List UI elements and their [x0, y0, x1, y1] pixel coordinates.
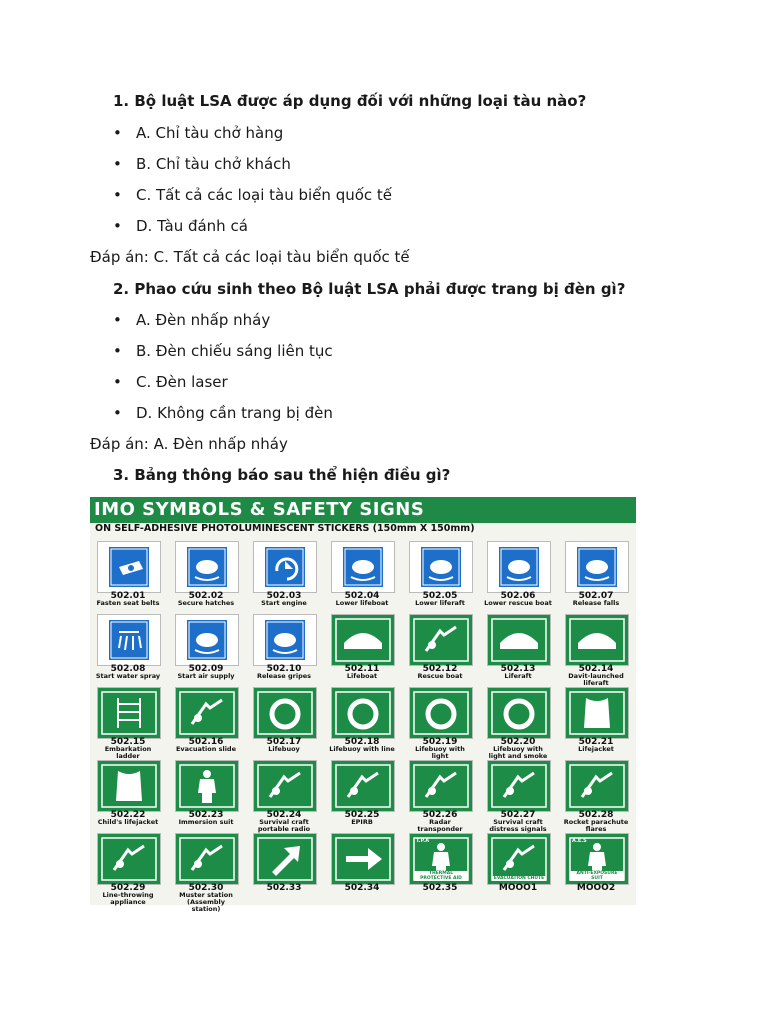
sign-tile	[487, 833, 551, 885]
sign-code: 502.08	[110, 664, 146, 674]
sign-tile	[253, 687, 317, 739]
sign-label: Release falls	[572, 599, 620, 607]
rescue-boat-lower-icon	[488, 542, 550, 592]
line-throwing-icon	[98, 834, 160, 884]
sign-502-35	[406, 833, 474, 899]
sign-502-21	[562, 687, 630, 753]
immersion-suit-icon	[176, 761, 238, 811]
sign-label: Rocket parachute flares	[563, 818, 629, 833]
sign-code: 502.10	[266, 664, 302, 674]
sign-tile	[565, 760, 629, 812]
question-1-title: 1. Bộ luật LSA được áp dụng đối với những loại tàu nào?	[113, 92, 587, 110]
sign-label: Child's lifejacket	[97, 818, 159, 826]
sign-code: 502.04	[344, 591, 380, 601]
sign-tile	[331, 541, 395, 593]
sign-tile	[175, 687, 239, 739]
sign-502-34	[328, 833, 396, 899]
sign-502-05	[406, 541, 474, 607]
sign-tile	[331, 614, 395, 666]
sign-label: Lower lifeboat	[335, 599, 389, 607]
sign-502-10	[250, 614, 318, 680]
lifebuoy-icon	[254, 688, 316, 738]
sign-tile	[175, 760, 239, 812]
sign-tile	[97, 760, 161, 812]
sign-tile	[409, 614, 473, 666]
sign-502-11	[328, 614, 396, 680]
sign-inner-label: THERMAL PROTECTIVE AID	[414, 871, 468, 881]
sign-502-20	[484, 687, 552, 760]
sign-label: Lower rescue boat	[484, 599, 552, 607]
distress-signal-icon	[488, 761, 550, 811]
sign-label: Immersion suit	[178, 818, 234, 826]
sign-label: Survival craft distress signals	[489, 818, 547, 833]
sign-502-08	[94, 614, 162, 680]
ladder-icon	[98, 688, 160, 738]
sign-label: Survival craft portable radio	[257, 818, 311, 833]
sign-tag: A.E.S	[572, 838, 587, 844]
sign-code: 502.01	[110, 591, 146, 601]
sign-code: 502.29	[110, 883, 146, 893]
sign-label: Muster station (Assembly station)	[179, 891, 233, 913]
sign-502-22	[94, 760, 162, 826]
sign-label: Lifeboat	[346, 672, 378, 680]
release-falls-icon	[566, 542, 628, 592]
sign-tile	[331, 687, 395, 739]
engine-icon	[254, 542, 316, 592]
hatch-icon	[176, 542, 238, 592]
sign-code: 502.34	[344, 883, 380, 893]
question-2-answer: Đáp án: A. Đèn nhấp nháy	[90, 435, 288, 453]
sign-code: 502.13	[500, 664, 536, 674]
sign-502-04	[328, 541, 396, 607]
sign-tile	[97, 541, 161, 593]
sign-502-02	[172, 541, 240, 607]
sign-tile	[487, 687, 551, 739]
sign-502-27	[484, 760, 552, 833]
poster-subtitle: ON SELF-ADHESIVE PHOTOLUMINESCENT STICKERS (150mm X 150mm)	[95, 523, 475, 534]
sign-tile	[175, 541, 239, 593]
sign-tile	[409, 833, 473, 885]
imo-safety-signs-poster	[90, 497, 636, 913]
davit-liferaft-icon	[566, 615, 628, 665]
sign-code: 502.18	[344, 737, 380, 747]
sign-label: Start water spray	[95, 672, 161, 680]
sign-tile	[409, 760, 473, 812]
sign-502-07	[562, 541, 630, 607]
epirb-icon	[332, 761, 394, 811]
question-1-answer: Đáp án: C. Tất cả các loại tàu biển quốc tế	[90, 248, 410, 266]
sign-tile	[175, 614, 239, 666]
slide-icon	[176, 688, 238, 738]
sign-label: Fasten seat belts	[96, 599, 160, 607]
lifebuoy-line-icon	[332, 688, 394, 738]
arrow-right-icon	[332, 834, 394, 884]
lifebuoy-light-icon	[410, 688, 472, 738]
sign-code: 502.16	[188, 737, 224, 747]
sign-label: Start air supply	[177, 672, 235, 680]
sign-label: Line-throwing appliance	[102, 891, 154, 906]
sign-label: Evacuation slide	[175, 745, 236, 753]
sign-502-26	[406, 760, 474, 833]
sign-code: 502.11	[344, 664, 380, 674]
sign-inner-label: EVACUATION CHUTE	[493, 876, 545, 881]
sign-tile	[487, 760, 551, 812]
sign-tile	[253, 760, 317, 812]
liferaft-lower-icon	[410, 542, 472, 592]
lifebuoy-smoke-icon	[488, 688, 550, 738]
sign-502-23	[172, 760, 240, 826]
sign-tile	[409, 541, 473, 593]
sign-502-01	[94, 541, 162, 607]
sign-code: 502.35	[422, 883, 458, 893]
sign-mooo1	[484, 833, 552, 899]
sign-label: Lower liferaft	[415, 599, 465, 607]
poster-header	[90, 497, 636, 523]
sign-502-06	[484, 541, 552, 607]
sign-label: Lifebuoy	[268, 745, 300, 753]
arrow-diagonal-icon	[254, 834, 316, 884]
sign-tile	[97, 614, 161, 666]
sign-502-30	[172, 833, 240, 913]
sign-mooo2	[562, 833, 630, 899]
sign-label: Embarkation ladder	[104, 745, 152, 760]
sign-code: 502.24	[266, 810, 302, 820]
sign-code: 502.17	[266, 737, 302, 747]
sign-502-17	[250, 687, 318, 753]
liferaft-icon	[488, 615, 550, 665]
radio-icon	[254, 761, 316, 811]
sign-502-29	[94, 833, 162, 906]
sign-tile	[409, 687, 473, 739]
sign-code: 502.27	[500, 810, 536, 820]
sign-code: 502.25	[344, 810, 380, 820]
sign-tile	[487, 541, 551, 593]
sign-code: 502.15	[110, 737, 146, 747]
sign-code: 502.28	[578, 810, 614, 820]
sign-tile	[565, 541, 629, 593]
sign-code: 502.21	[578, 737, 614, 747]
sign-code: 502.03	[266, 591, 302, 601]
sign-label: Secure hatches	[177, 599, 235, 607]
sign-code: 502.07	[578, 591, 614, 601]
sign-code: 502.09	[188, 664, 224, 674]
sign-label: Release gripes	[257, 672, 311, 680]
lifeboat-lower-icon	[332, 542, 394, 592]
sign-502-15	[94, 687, 162, 760]
rescue-boat-icon	[410, 615, 472, 665]
sign-label: Lifebuoy with line	[329, 745, 395, 753]
sign-502-16	[172, 687, 240, 753]
sign-tile	[487, 614, 551, 666]
sign-code: 502.14	[578, 664, 614, 674]
sign-label: Start engine	[261, 599, 307, 607]
sign-label: Lifejacket	[578, 745, 614, 753]
sign-502-24	[250, 760, 318, 833]
poster-title: IMO SYMBOLS & SAFETY SIGNS	[94, 499, 425, 520]
sign-tile	[175, 833, 239, 885]
sign-tile	[331, 760, 395, 812]
water-spray-icon	[98, 615, 160, 665]
muster-station-icon	[176, 834, 238, 884]
sign-tile	[253, 541, 317, 593]
sign-code: 502.06	[500, 591, 536, 601]
sign-code: 502.12	[422, 664, 458, 674]
question-3-title: 3. Bảng thông báo sau thể hiện điều gì?	[113, 466, 451, 484]
gripes-icon	[254, 615, 316, 665]
sign-tile	[253, 614, 317, 666]
sign-code: 502.19	[422, 737, 458, 747]
air-supply-icon	[176, 615, 238, 665]
sign-code: 502.33	[266, 883, 302, 893]
sign-502-13	[484, 614, 552, 680]
sign-code: 502.20	[500, 737, 536, 747]
sign-label: Davit-launched liferaft	[568, 672, 624, 687]
sign-tile	[565, 687, 629, 739]
child-lifejacket-icon	[98, 761, 160, 811]
sign-tile	[565, 614, 629, 666]
sign-502-28	[562, 760, 630, 833]
sign-tile	[565, 833, 629, 885]
sign-tile	[253, 833, 317, 885]
sign-label: Lifebuoy with light	[415, 745, 465, 760]
sign-label: Liferaft	[504, 672, 532, 680]
seat-belt-icon	[98, 542, 160, 592]
sign-code: 502.30	[188, 883, 224, 893]
sign-code: 502.05	[422, 591, 458, 601]
sign-code: 502.22	[110, 810, 146, 820]
sign-502-18	[328, 687, 396, 753]
sign-tag: T.P.A	[416, 838, 430, 844]
question-2-title: 2. Phao cứu sinh theo Bộ luật LSA phải được trang bị đèn gì?	[113, 280, 626, 298]
sign-502-14	[562, 614, 630, 687]
sign-tile	[97, 833, 161, 885]
sign-tile	[331, 833, 395, 885]
sign-tile	[97, 687, 161, 739]
sign-code: 502.02	[188, 591, 224, 601]
parachute-flare-icon	[566, 761, 628, 811]
sign-502-09	[172, 614, 240, 680]
sign-502-12	[406, 614, 474, 680]
sign-502-33	[250, 833, 318, 899]
radar-transponder-icon	[410, 761, 472, 811]
sign-inner-label: ANTI-EXPOSURE SUIT	[570, 871, 624, 881]
sign-code: MOOO2	[576, 883, 616, 893]
sign-code: 502.23	[188, 810, 224, 820]
sign-code: MOOO1	[498, 883, 538, 893]
sign-label: EPIRB	[351, 818, 373, 826]
sign-502-19	[406, 687, 474, 760]
lifejacket-icon	[566, 688, 628, 738]
sign-label: Rescue boat	[417, 672, 463, 680]
sign-code: 502.26	[422, 810, 458, 820]
lifeboat-icon	[332, 615, 394, 665]
sign-label: Lifebuoy with light and smoke	[488, 745, 548, 760]
sign-502-03	[250, 541, 318, 607]
sign-label: Radar transponder	[417, 818, 463, 833]
sign-502-25	[328, 760, 396, 826]
